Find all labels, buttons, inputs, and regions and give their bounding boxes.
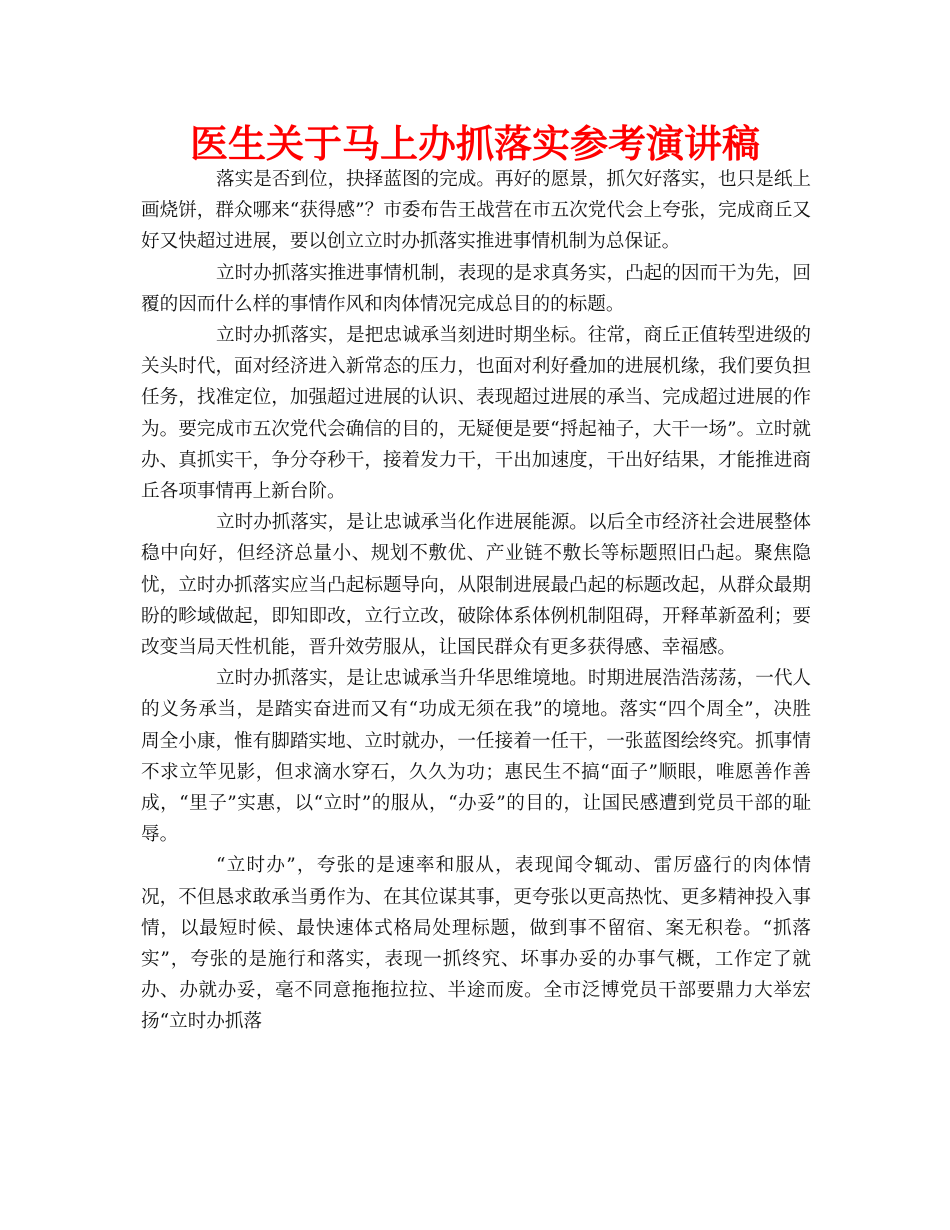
paragraph: “立时办”，夸张的是速率和服从，表现闻令辄动、雷厉盛行的肉体情况，不但恳求敢承当勇作为、在其位谋其事，更夸张以更高热忱、更多精神投入事情，以最短时候、最快速体式格局处理标题，做到事不留宿、案无积卷。“抓落实”，夸张的是施行和落实，表现一抓终究、坏事办妥的办事气概，工作定了就办、办就办妥，毫不同意拖拖拉拉、半途而废。全市泛博党员干部要鼎力大举宏扬“立时办抓落 (141, 855, 811, 1033)
paragraph: 立时办抓落实，是让忠诚承当化作进展能源。以后全市经济社会进展整体稳中向好，但经济总量小、规划不敷优、产业链不敷长等标题照旧凸起。聚焦隐忧，立时办抓落实应当凸起标题导向，从限制进展最凸起的标题改起，从群众最期盼的畛域做起，即知即改，立行立改，破除体系体例机制阻碍，开释革新盈利；要改变当局天性机能，晋升效劳服从，让国民群众有更多获得感、幸福感。 (141, 512, 812, 659)
document-title: 医生关于马上办抓落实参考演讲稿 (189, 122, 760, 166)
document-body (141, 164, 811, 1038)
paragraph: 立时办抓落实，是让忠诚承当升华思维境地。时期进展浩浩荡荡，一代人的义务承当，是踏实奋进而又有“功成无须在我”的境地。落实“四个周全”，决胜周全小康，惟有脚踏实地、立时就办，一任接着一任干，一张蓝图绘终究。抓事情不求立竿见影，但求滴水穿石，久久为功；惠民生不搞“面子”顺眼，唯愿善作善成，“里子”实惠，以“立时”的服从，“办妥”的目的，让国民感遭到党员干部的耻辱。 (141, 668, 812, 846)
paragraph: 落实是否到位，抉择蓝图的完成。再好的愿景，抓欠好落实，也只是纸上画烧饼，群众哪来“获得感”？市委布告王战营在市五次党代会上夸张，完成商丘又好又快超过进展，要以创立立时办抓落实推进事情机制为总保证。 (141, 169, 812, 253)
paragraph: 立时办抓落实，是把忠诚承当刻进时期坐标。往常，商丘正值转型进级的关头时代，面对经济进入新常态的压力，也面对利好叠加的进展机缘，我们要负担任务，找准定位，加强超过进展的认识、表现超过进展的承当、完成超过进展的作为。要完成市五次党代会确信的目的，无疑便是要“捋起袖子，大干一场”。立时就办、真抓实干，争分夺秒干，接着发力干，干出加速度，干出好结果，才能推进商丘各项事情再上新台阶。 (141, 325, 812, 503)
paragraph: 立时办抓落实推进事情机制，表现的是求真务实，凸起的因而干为先，回覆的因而什么样的事情作风和肉体情况完成总目的的标题。 (141, 262, 812, 315)
